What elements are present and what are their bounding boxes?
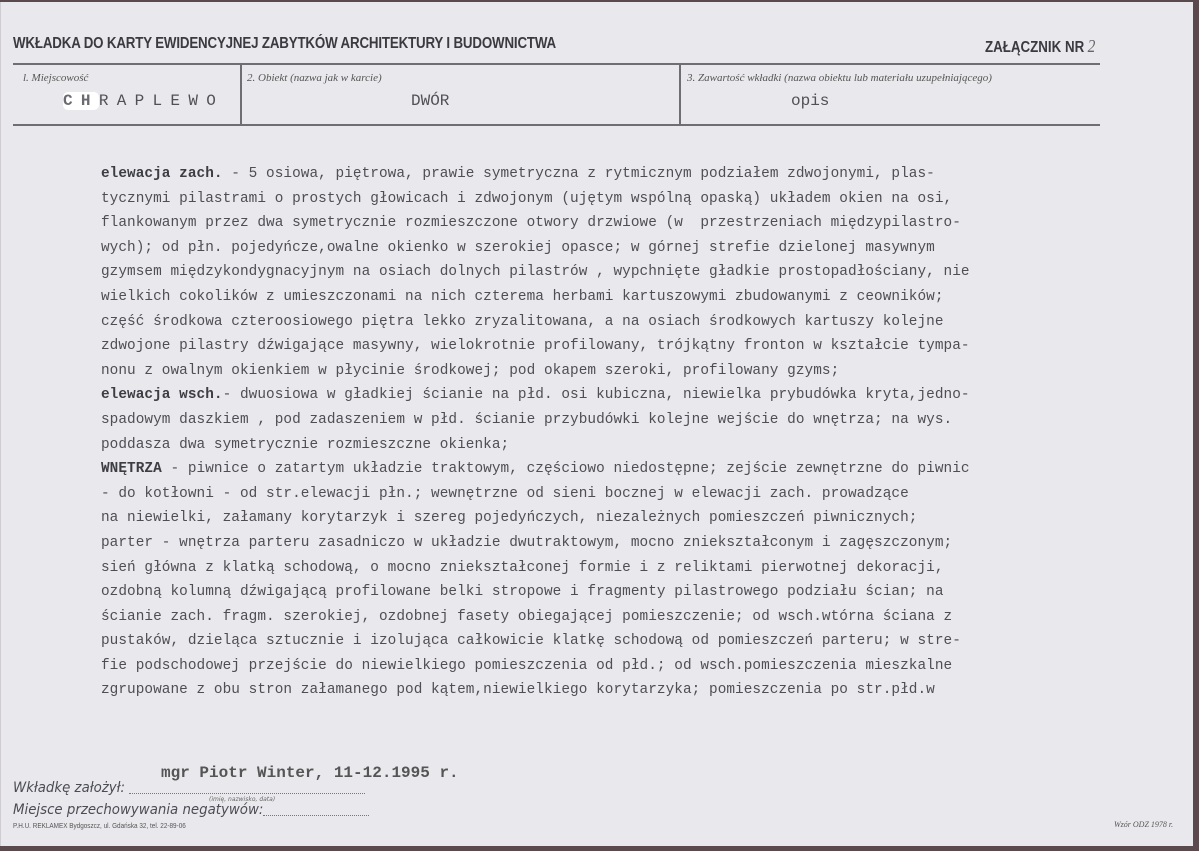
header-bottom-rule	[13, 124, 1100, 126]
printer-imprint: P.H.U. REKLAMEX Bydgoszcz, ul. Gdańska 32, tel. 22-89-06	[13, 821, 186, 830]
section-heading-west: elewacja zach.	[101, 166, 223, 182]
author-dotted-line	[129, 793, 365, 794]
attachment-number	[985, 36, 1095, 57]
attachment-number-value: 2	[1087, 36, 1096, 56]
inventory-insert-card	[0, 2, 1193, 846]
section-heading-interiors: WNĘTRZA	[101, 461, 162, 478]
header-top-rule	[13, 63, 1100, 65]
negatives-location-label: Miejsce przechowywania negatywów:	[13, 802, 264, 818]
field-value-locality	[63, 92, 224, 110]
section-heading-east: elewacja wsch.	[101, 387, 223, 404]
author-label: Wkładkę założył:	[13, 780, 125, 796]
field-label-content: 3. Zawartość wkładki (nazwa obiektu lub materiału uzupełniającego)	[687, 72, 992, 84]
author-hint: (imię, nazwisko, data)	[209, 796, 276, 803]
attachment-label: ZAŁĄCZNIK NR	[985, 39, 1085, 56]
description-text: elewacja zach. - 5 osiowa, piętrowa, prawie symetryczna z rytmicznym podziałem zdwojonymi, plas- tycznymi pilastrami o prostych głowicach i zdwojonym (ujętym wspólną opaską) układem okien na osi, flankowanym przez dwa symetrycznie rozmieszczone otwory drzwiowe (w przestrzeniach międzypilastro- wych); od płn. pojedyńcze,owalne okienko w szerokiej opasce; w górnej strefie dzielonej masywnym gzymsem międzykondygnacyjnym na osiach dolnych pilastrów , wypchnięte gładkie prostopadłościany, nie wielkich cokolików z umieszczonami na nich czterema herbami kartuszowymi zbudowanymi z ceowników; część środkowa czteroosiowego piętra lekko zryzalitowana, a na osiach środkowych kartuszy kolejne zdwojone pilastry dźwigające masywny, wielokrotnie profilowany, trójkątny fronton w kształcie tympa- nonu z owalnym okienkiem w płycinie środkowej; pod okapem szeroki, profilowany gzyms; elewacja wsch.- dwuosiowa w gładkiej ścianie na płd. osi kubiczna, niewielka prybudówka kryta,jedno- spadowym daszkiem , pod zadaszeniem w płd. ścianie przybudówki kolejne wejście do wnętrza; na wys. poddasza dwa symetrycznie rozmieszczne okienka; WNĘTRZA - piwnice o zatartym układzie traktowym, częściowo niedostępne; zejście zewnętrzne do piwnic - do kotłowni - od str.elewacji płn.; wewnętrzne od sieni bocznej w elewacji zach. prowadzące na niewielki, załamany korytarzyk i szereg pojedyńczych, niezależnych pomieszczeń piwnicznych; parter - wnętrza parteru zasadniczo w układzie dwutraktowym, mocno zniekształconym i zagęszczonym; sień główna z klatką schodową, o mocno zniekształconej formie i z reliktami pierwotnej dekoracji, ozdobną kolumną dźwigającą profilowane belki stropowe i fragmenty pilastrowego podziału ścian; na ścianie zach. fragm. szerokiej, ozdobnej fasety obiegającej pomieszczenie; od wsch.wtórna ściana z pustaków, dzieląca sztucznie i izolująca całkowicie klatkę schodową od pomieszczeń parteru; w stre- fie podschodowej przejście do niewielkiego pomieszczenia od płd.; od wsch.pomieszczenia mieszkalne zgrupowane z obu stron załamanego pod kątem,niewielkiego korytarzyka; pomieszczenia po str.płd.w	[101, 166, 970, 699]
field-value-object: DWÓR	[411, 92, 450, 110]
field-value-content: opis	[791, 92, 830, 110]
locality-corrected-letters: CH	[63, 92, 99, 110]
field-divider-2	[679, 63, 681, 125]
negatives-dotted-line	[263, 815, 369, 816]
field-label-locality: l. Miejscowość	[23, 72, 89, 84]
field-divider-1	[240, 63, 242, 125]
locality-rest: RAPLEWO	[98, 92, 225, 110]
form-title: WKŁADKA DO KARTY EWIDENCYJNEJ ZABYTKÓW ARCHITEKTURY I BUDOWNICTWA	[13, 35, 556, 52]
author-value: mgr Piotr Winter, 11-12.1995 r.	[161, 764, 459, 782]
field-label-object: 2. Obiekt (nazwa jak w karcie)	[247, 72, 382, 84]
form-pattern: Wzór ODZ 1978 r.	[1114, 820, 1174, 829]
